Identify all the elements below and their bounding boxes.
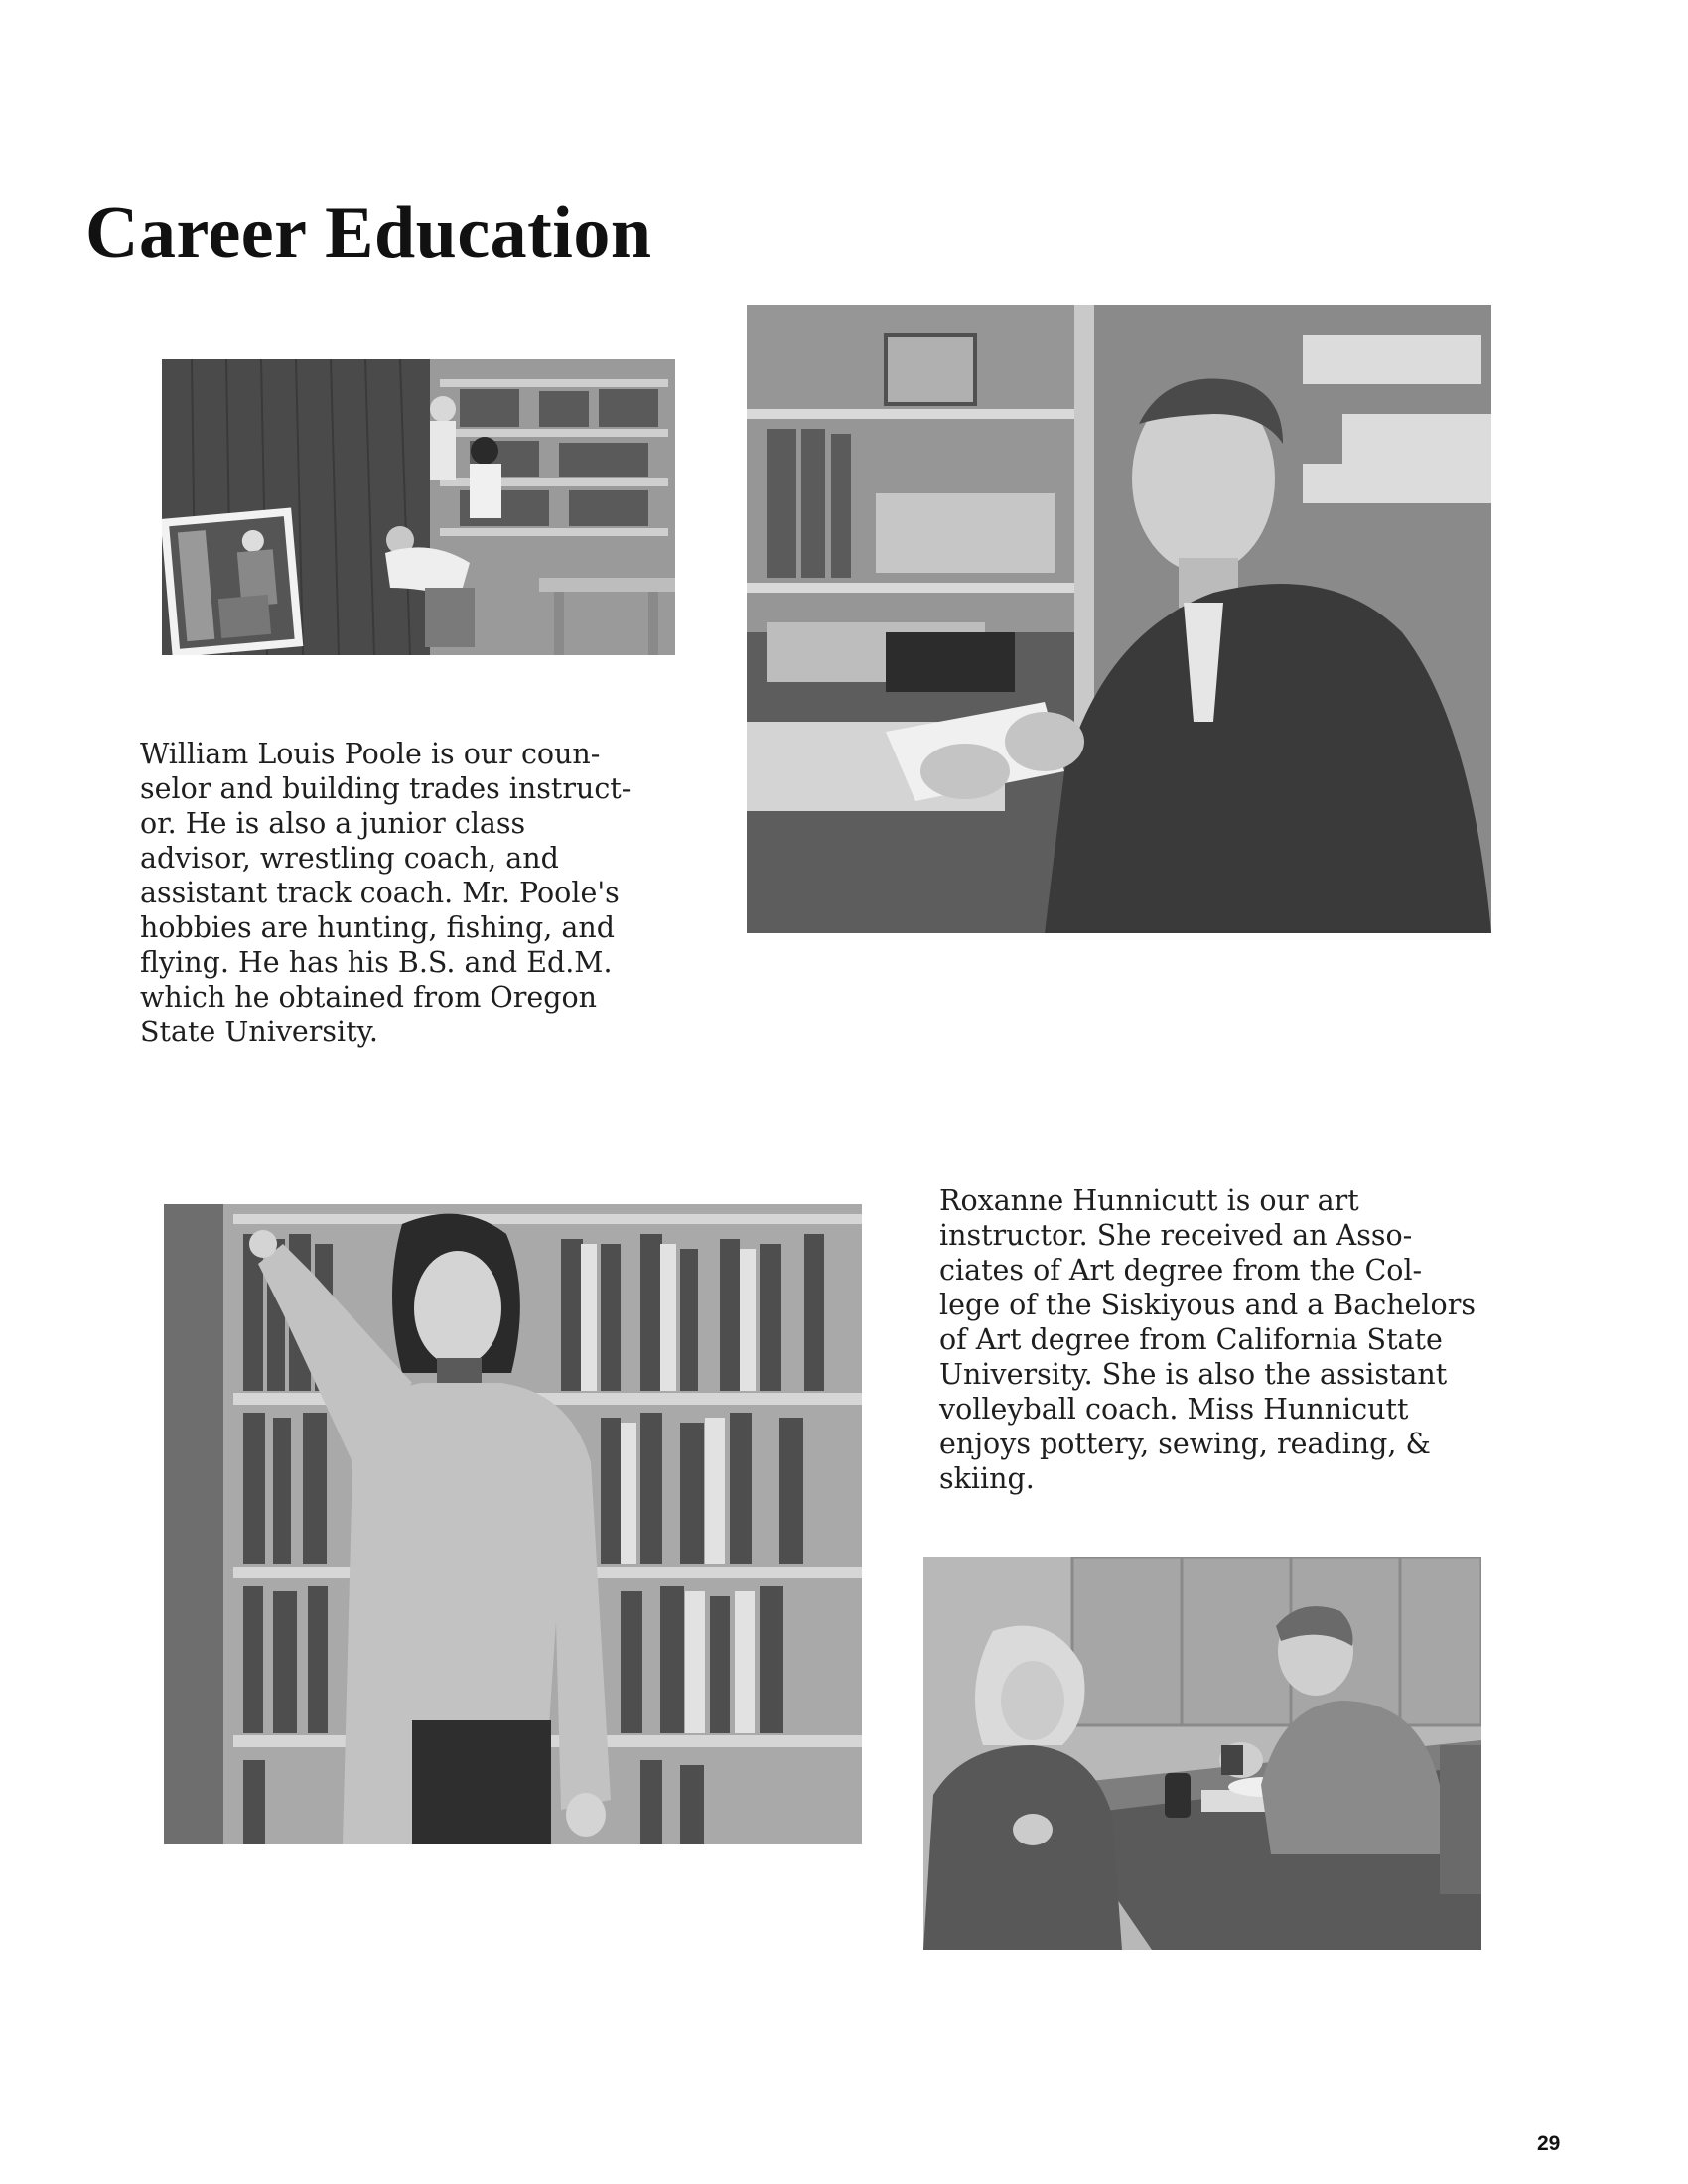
- caption-line: instructor. She received an Asso-: [939, 1219, 1413, 1252]
- photo-poole-at-desk: [747, 305, 1491, 933]
- hunnicutt-caption: [939, 1183, 1476, 1496]
- caption-line: State University.: [140, 1016, 378, 1048]
- caption-line: skiing.: [939, 1462, 1035, 1495]
- caption-line: of Art degree from California State: [939, 1323, 1443, 1356]
- caption-line: or. He is also a junior class: [140, 807, 526, 840]
- poole-caption: [140, 737, 631, 1049]
- caption-line: University. She is also the assistant: [939, 1358, 1448, 1391]
- caption-line: enjoys pottery, sewing, reading, &: [939, 1428, 1431, 1460]
- page-title: Career Education: [85, 193, 652, 274]
- caption-line: selor and building trades instruct-: [140, 772, 632, 805]
- caption-line: assistant track coach. Mr. Poole's: [140, 877, 620, 909]
- caption-line: Roxanne Hunnicutt is our art: [939, 1184, 1359, 1217]
- photo-cafeteria-table: [923, 1557, 1481, 1950]
- caption-line: William Louis Poole is our coun-: [140, 738, 601, 770]
- photo-hunnicutt-bookshelf: [164, 1204, 862, 1844]
- caption-line: lege of the Siskiyous and a Bachelors: [939, 1289, 1476, 1321]
- caption-line: which he obtained from Oregon: [140, 981, 598, 1014]
- caption-line: flying. He has his B.S. and Ed.M.: [140, 946, 613, 979]
- caption-line: volleyball coach. Miss Hunnicutt: [939, 1393, 1409, 1426]
- photo-shop-students: [162, 359, 675, 655]
- caption-line: ciates of Art degree from the Col-: [939, 1254, 1423, 1287]
- page-number: 29: [1537, 2132, 1561, 2155]
- caption-line: advisor, wrestling coach, and: [140, 842, 559, 875]
- caption-line: hobbies are hunting, fishing, and: [140, 911, 615, 944]
